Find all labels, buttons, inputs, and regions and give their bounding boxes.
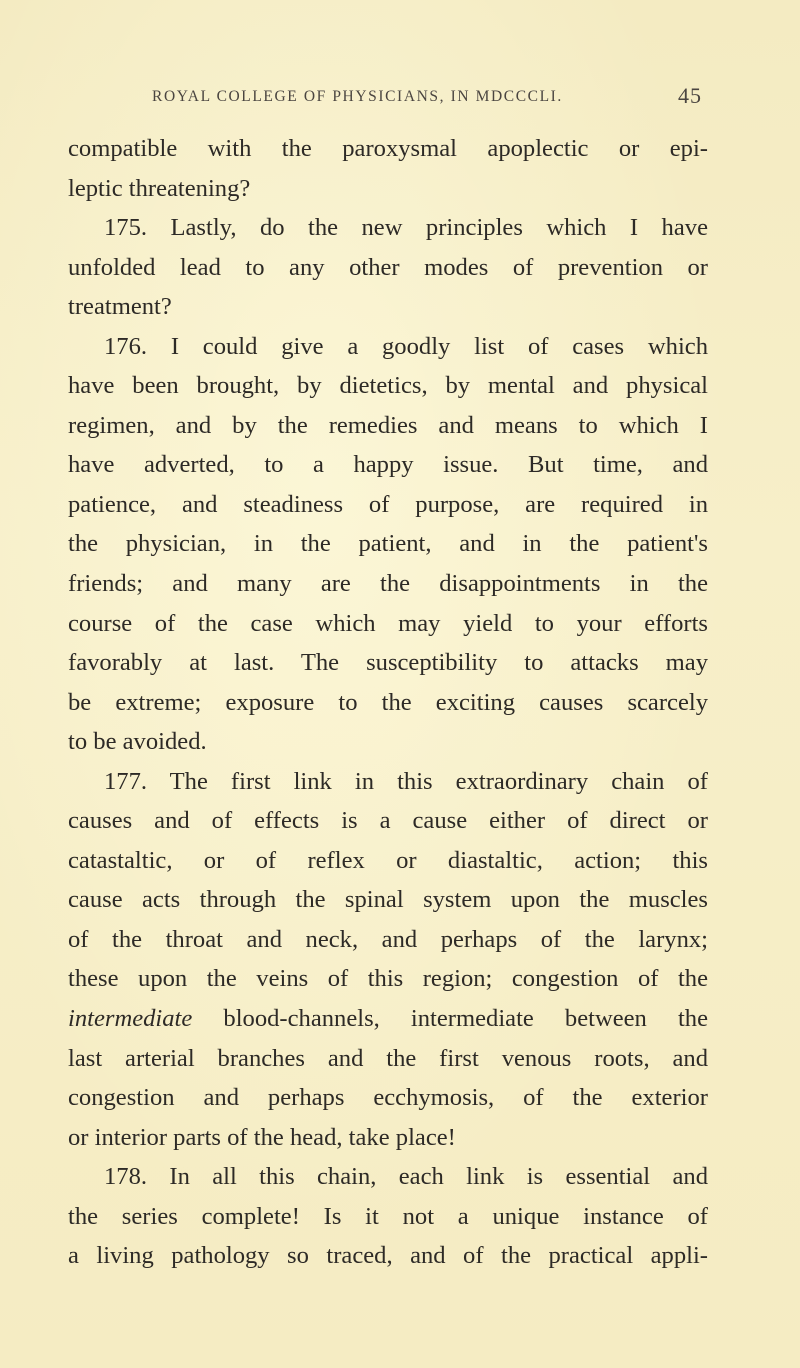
line-text: favorably at last. The susceptibility to attacks may: [68, 649, 708, 677]
line-text: have been brought, by dietetics, by mental and physical: [68, 372, 708, 400]
italic-word: intermediate: [68, 1005, 193, 1033]
text-line: [68, 762, 708, 802]
text-line: [68, 959, 708, 999]
text-line: [68, 406, 708, 446]
line-text: friends; and many are the disappointments in the: [68, 570, 708, 598]
line-text: be extreme; exposure to the exciting causes scarcely: [68, 688, 708, 716]
line-text: unfolded lead to any other modes of prevention or: [68, 253, 708, 281]
line-text: leptic threatening?: [68, 174, 251, 202]
text-line: [68, 485, 708, 525]
body-text: [68, 129, 708, 1276]
line-text: to be avoided.: [68, 728, 207, 756]
line-text: a living pathology so traced, and of the practical appli-: [68, 1242, 708, 1270]
text-line: [68, 604, 708, 644]
line-text: the series complete! Is it not a unique instance of: [68, 1202, 708, 1230]
line-text: the physician, in the patient, and in the patient's: [68, 530, 708, 558]
running-head: [152, 83, 702, 113]
line-text: patience, and steadiness of purpose, are required in: [68, 490, 708, 518]
line-text: these upon the veins of this region; congestion of the: [68, 965, 708, 993]
text-line: [68, 129, 708, 169]
line-text: catastaltic, or of reflex or diastaltic, action; this: [68, 846, 708, 874]
text-line: [68, 1118, 708, 1158]
line-text: cause acts through the spinal system upon the muscles: [68, 886, 708, 914]
page-number: 45: [678, 83, 702, 108]
text-line: [68, 1197, 708, 1237]
text-line: [68, 801, 708, 841]
text-line: [68, 564, 708, 604]
text-line: [68, 920, 708, 960]
text-line: [68, 366, 708, 406]
text-line: [68, 248, 708, 288]
line-text: or interior parts of the head, take place!: [68, 1123, 456, 1151]
text-line: [68, 999, 708, 1039]
text-line: [68, 643, 708, 683]
line-text: treatment?: [68, 293, 172, 321]
text-line: [68, 169, 708, 209]
line-text: causes and of effects is a cause either of direct or: [68, 807, 708, 835]
line-text: 177. The first link in this extraordinary chain of: [104, 767, 708, 795]
line-text: compatible with the paroxysmal apoplectic or epi-: [68, 135, 708, 162]
text-line: [68, 841, 708, 881]
line-text: 178. In all this chain, each link is essential and: [104, 1163, 708, 1191]
line-text: have adverted, to a happy issue. But time, and: [68, 451, 708, 479]
line-text: last arterial branches and the first venous roots, and: [68, 1044, 708, 1072]
text-line: [68, 327, 708, 367]
text-line: [68, 287, 708, 327]
text-line: [68, 1039, 708, 1079]
running-title: ROYAL COLLEGE OF PHYSICIANS, IN MDCCCLI.: [152, 88, 563, 105]
line-text: course of the case which may yield to your efforts: [68, 609, 708, 637]
text-line: [68, 208, 708, 248]
line-text: 175. Lastly, do the new principles which I have: [104, 214, 708, 242]
line-text: regimen, and by the remedies and means to which I: [68, 411, 708, 439]
text-line: [68, 880, 708, 920]
text-line: [68, 1078, 708, 1118]
text-line: [68, 683, 708, 723]
line-text: congestion and perhaps ecchymosis, of the exterior: [68, 1084, 708, 1112]
text-line: [68, 524, 708, 564]
line-text: of the throat and neck, and perhaps of the larynx;: [68, 925, 708, 953]
line-text: 176. I could give a goodly list of cases which: [104, 332, 708, 360]
text-line: [68, 722, 708, 762]
text-line: [68, 445, 708, 485]
text-line: [68, 1236, 708, 1276]
text-line: [68, 1157, 708, 1197]
line-text: blood-channels, intermediate between the: [192, 1005, 708, 1033]
